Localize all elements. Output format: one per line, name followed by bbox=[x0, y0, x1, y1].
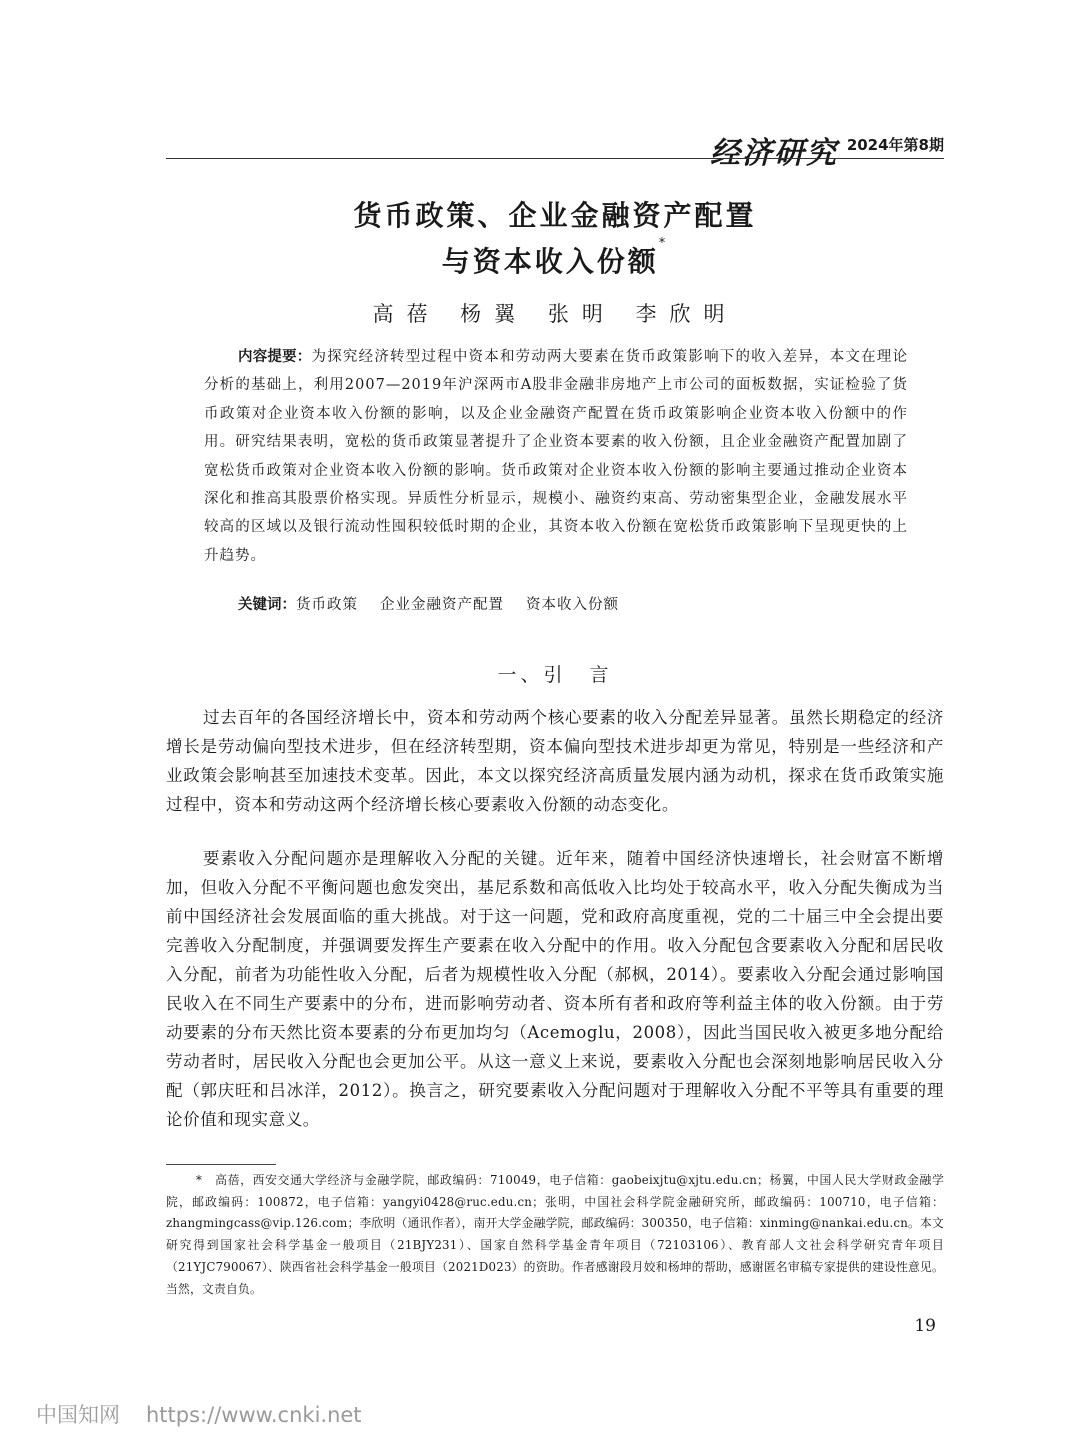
journal-name: 经济研究 bbox=[710, 136, 838, 171]
paper-title-line-2 bbox=[166, 236, 944, 280]
abstract-label: 内容提要： bbox=[238, 349, 312, 365]
keyword: 资本收入份额 bbox=[526, 597, 619, 613]
paragraph-text: 过去百年的各国经济增长中，资本和劳动两个核心要素的收入分配差异显著。虽然长期稳定的经济增长是劳动偏向型技术进步，但在经济转型期，资本偏向型技术进步却更为常见，特别是一些经济和产业政策会影响甚至加速技术变革。因此，本文以探究经济高质量发展内涵为动机，探求在货币政策实施过程中，资本和劳动这两个经济增长核心要素收入份额的动态变化。 bbox=[166, 708, 944, 814]
abstract bbox=[204, 343, 908, 570]
keywords bbox=[238, 593, 641, 614]
watermark-brand: 中国知网 bbox=[36, 1403, 120, 1427]
keyword: 企业金融资产配置 bbox=[380, 597, 504, 613]
paper-title-line-1: 货币政策、企业金融资产配置 bbox=[353, 199, 757, 232]
keywords-label: 关键词： bbox=[238, 597, 296, 613]
paragraph-text: 要素收入分配问题亦是理解收入分配的关键。近年来，随着中国经济快速增长，社会财富不断增加，但收入分配不平衡问题也愈发突出，基尼系数和高低收入比均处于较高水平，收入分配失衡成为当前中国经济社会发展面临的重大挑战。对于这一问题，党和政府高度重视，党的二十届三中全会提出要完善收入分配制度，并强调要发挥生产要素在收入分配中的作用。收入分配包含要素收入分配和居民收入分配，前者为功能性收入分配，后者为规模性收入分配（郝枫，2014）。要素收入分配会通过影响国民收入在不同生产要素中的分布，进而影响劳动者、资本所有者和政府等利益主体的收入份额。由于劳动要素的分布天然比资本要素的分布更加均匀（Acemoglu，2008），因此当国民收入被更多地分配给劳动者时，居民收入分配也会更加公平。从这一意义上来说，要素收入分配也会深刻地影响居民收入分配（郭庆旺和吕冰洋，2012）。换言之，研究要素收入分配问题对于理解收入分配不平等具有重要的理论价值和现实意义。 bbox=[166, 849, 944, 1129]
cnki-watermark bbox=[36, 1399, 362, 1429]
page-number: 19 bbox=[914, 1316, 936, 1336]
watermark-url[interactable]: https://www.cnki.net bbox=[146, 1403, 362, 1427]
title-line-2-text: 与资本收入份额 bbox=[441, 245, 659, 278]
body-paragraph-1 bbox=[166, 703, 944, 819]
section-heading: 一、引 言 bbox=[497, 664, 613, 686]
issue-label: 2024年第8期 bbox=[846, 136, 944, 154]
footnote-text: * 高蓓，西安交通大学经济与金融学院，邮政编码：710049，电子信箱：gaobeixjtu@xjtu.edu.cn；杨翼，中国人民大学财政金融学院，邮政编码：100872，电子信箱：yangyi0428@ruc.edu.cn；张明，中国社会科学院金融研究所，邮政编码：100710，电子信箱：zhangmingcass@vip.126.com；李欣明（通讯作者），南开大学金融学院，邮政编码：300350，电子信箱：xinming@nankai.edu.cn。本文研究得到国家社会科学基金一般项目（21BJY231）、国家自然科学基金青年项目（72103106）、教育部人文社会科学研究青年项目（21YJC790067）、陕西省社会科学基金一般项目（2021D023）的资助。作者感谢段月姣和杨坤的帮助，感谢匿名审稿专家提供的建设性意见。当然，文责自负。 bbox=[166, 1173, 944, 1296]
keyword: 货币政策 bbox=[296, 597, 358, 613]
abstract-text: 为探究经济转型过程中资本和劳动两大要素在货币政策影响下的收入差异，本文在理论分析的基础上，利用2007—2019年沪深两市A股非金融非房地产上市公司的面板数据，实证检验了货币政策对企业资本收入份额的影响，以及企业金融资产配置在货币政策影响企业资本收入份额中的作用。研究结果表明，宽松的货币政策显著提升了企业资本要素的收入份额，且企业金融资产配置加剧了宽松货币政策对企业资本收入份额的影响。货币政策对企业资本收入份额的影响主要通过推动企业资本深化和推高其股票价格实现。异质性分析显示，规模小、融资约束高、劳动密集型企业，金融发展水平较高的区域以及银行流动性囤积较低时期的企业，其资本收入份额在宽松货币政策影响下呈现更快的上升趋势。 bbox=[204, 349, 909, 564]
footnote-rule bbox=[166, 1164, 276, 1165]
author-list: 高蓓 杨翼 张明 李欣明 bbox=[372, 302, 738, 326]
body-paragraph-2 bbox=[166, 844, 944, 1134]
footnote bbox=[166, 1170, 944, 1300]
title-footnote-mark: * bbox=[658, 236, 669, 251]
header-rule bbox=[166, 158, 944, 159]
